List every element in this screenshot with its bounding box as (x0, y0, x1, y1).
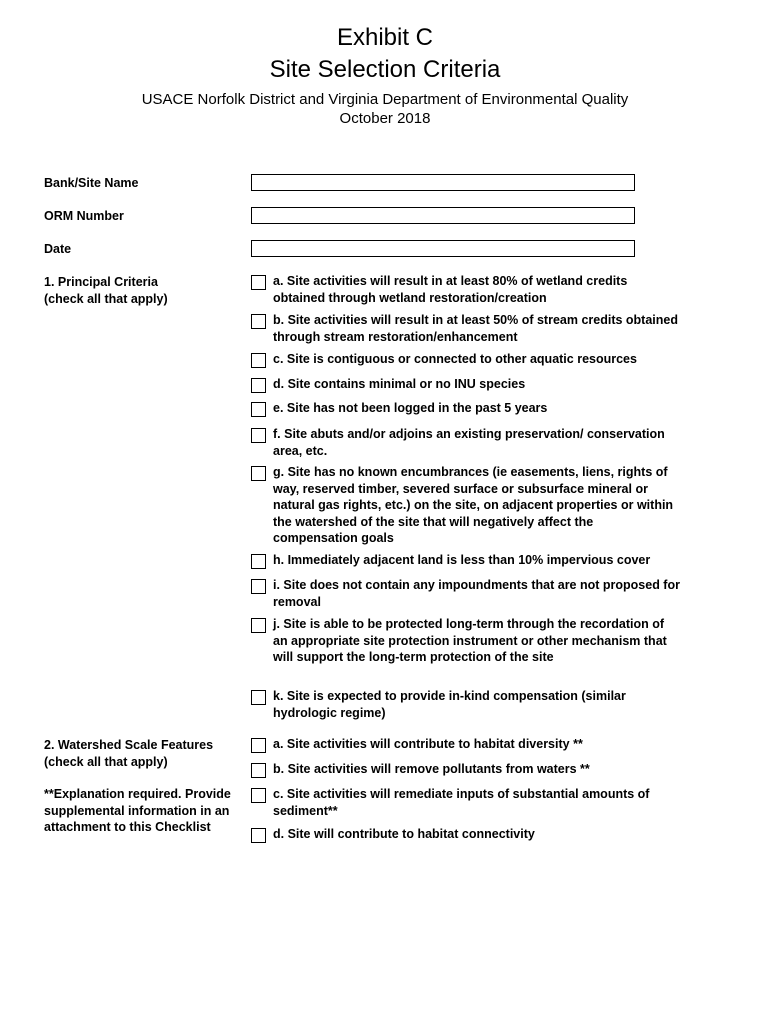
principal-item-h-text: h. Immediately adjacent land is less than 10% impervious cover (273, 553, 651, 567)
principal-item-j (251, 616, 681, 666)
watershed-item-d (251, 826, 681, 843)
principal-item-d-text: d. Site contains minimal or no INU species (273, 377, 526, 391)
document-header (0, 22, 770, 128)
agency-subtitle: USACE Norfolk District and Virginia Department of Environmental Quality (141, 91, 629, 108)
date-field[interactable] (251, 240, 635, 257)
watershed-checkbox-b[interactable] (251, 763, 266, 778)
principal-item-i (251, 577, 681, 610)
watershed-item-b-text: b. Site activities will remove pollutants from waters ** (273, 762, 590, 776)
principal-item-h (251, 552, 681, 569)
principal-checkbox-b[interactable] (251, 314, 266, 329)
principal-item-a-text: a. Site activities will result in at least 80% of wetland credits obtained through wetland restoration/creation (273, 274, 628, 305)
principal-item-i-text: i. Site does not contain any impoundments that are not proposed for removal (273, 578, 680, 609)
bank-site-name-label: Bank/Site Name (44, 176, 139, 190)
principal-checkbox-g[interactable] (251, 466, 266, 481)
principal-item-a (251, 273, 681, 306)
principal-item-d (251, 376, 681, 393)
principal-checkbox-k[interactable] (251, 690, 266, 705)
principal-item-f-text: f. Site abuts and/or adjoins an existing preservation/ conservation area, etc. (273, 427, 665, 458)
title-exhibit: Exhibit C (336, 24, 434, 51)
watershed-item-a-text: a. Site activities will contribute to habitat diversity ** (273, 737, 583, 751)
watershed-item-a (251, 736, 681, 753)
principal-item-e-text: e. Site has not been logged in the past 5 years (273, 401, 548, 415)
principal-criteria-heading: 1. Principal Criteria (44, 275, 158, 289)
principal-checkbox-e[interactable] (251, 402, 266, 417)
watershed-checkbox-a[interactable] (251, 738, 266, 753)
principal-checkbox-j[interactable] (251, 618, 266, 633)
watershed-features-heading: 2. Watershed Scale Features (44, 738, 214, 752)
principal-item-k-text: k. Site is expected to provide in-kind compensation (similar hydrologic regime) (273, 689, 626, 720)
principal-item-g-text: g. Site has no known encumbrances (ie easements, liens, rights of way, reserved timber, severed surface or subsurface mineral or natural gas rights, etc.) on the site, on adjacent properties or within the watershed of the site that will negatively affect the compensation goals (273, 465, 674, 545)
watershed-item-c-text: c. Site activities will remediate inputs of substantial amounts of sediment** (273, 787, 650, 818)
principal-item-c-text: c. Site is contiguous or connected to other aquatic resources (273, 352, 637, 366)
principal-item-c (251, 351, 681, 368)
principal-item-b-text: b. Site activities will result in at least 50% of stream credits obtained through stream restoration/enhancement (273, 313, 678, 344)
watershed-item-c (251, 786, 681, 819)
date-label: Date (44, 242, 72, 256)
principal-criteria-note: (check all that apply) (44, 291, 168, 306)
principal-item-e (251, 400, 681, 417)
watershed-item-b (251, 761, 681, 778)
principal-item-f (251, 426, 681, 459)
principal-item-g (251, 464, 681, 547)
bank-site-name-field[interactable] (251, 174, 635, 191)
watershed-features-note: (check all that apply) (44, 754, 168, 769)
principal-item-k (251, 688, 681, 721)
watershed-item-d-text: d. Site will contribute to habitat connectivity (273, 827, 535, 841)
title-criteria: Site Selection Criteria (269, 56, 501, 83)
principal-checkbox-d[interactable] (251, 378, 266, 393)
principal-checkbox-a[interactable] (251, 275, 266, 290)
principal-item-j-text: j. Site is able to be protected long-term through the recordation of an appropriate site protection instrument or other mechanism that will support the long-term protection of the site (273, 617, 667, 664)
explanation-note: **Explanation required. Provide supplemental information in an attachment to this Checklist (44, 787, 231, 834)
document-date: October 2018 (339, 110, 431, 127)
principal-checkbox-h[interactable] (251, 554, 266, 569)
orm-number-field[interactable] (251, 207, 635, 224)
watershed-checkbox-c[interactable] (251, 788, 266, 803)
principal-checkbox-i[interactable] (251, 579, 266, 594)
principal-item-b (251, 312, 681, 345)
watershed-checkbox-d[interactable] (251, 828, 266, 843)
orm-number-label: ORM Number (44, 209, 124, 223)
principal-checkbox-f[interactable] (251, 428, 266, 443)
principal-checkbox-c[interactable] (251, 353, 266, 368)
